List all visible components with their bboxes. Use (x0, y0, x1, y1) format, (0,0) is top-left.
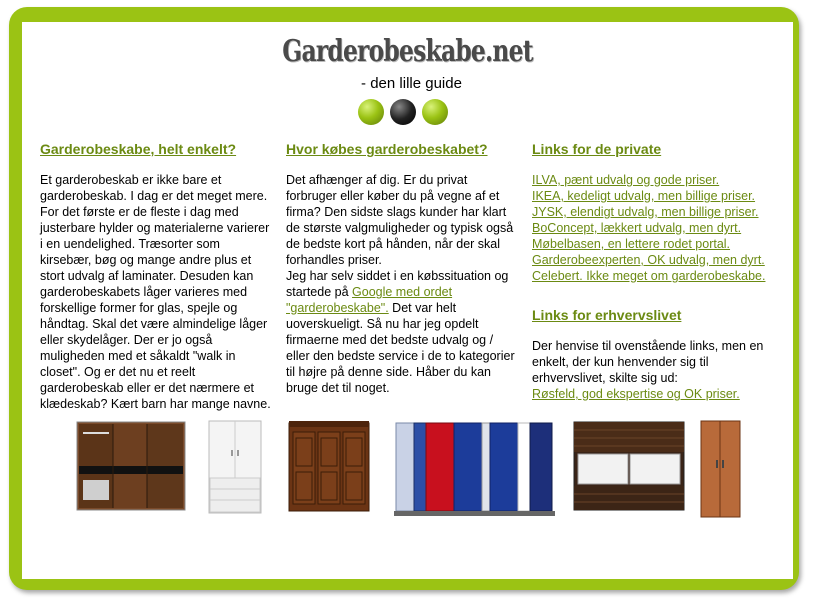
column-intro (40, 140, 272, 412)
google-search-link[interactable]: Google med ordet "garderobeskabe". (286, 285, 453, 315)
decorative-dots (358, 99, 458, 127)
heading-where-to-buy: Hvor købes garderobeskabet? (286, 141, 488, 157)
site-tagline: - den lille guide (361, 75, 462, 92)
business-text: Der henvise til ovenstående links, men en enkelt, der kun henvender sig til erhvervslivet, skilte sig ud: (532, 339, 764, 385)
narrow-wardrobe-photo (700, 420, 741, 520)
link-boconcept[interactable]: BoConcept, lækkert udvalg, men dyrt. (532, 221, 742, 235)
white-wardrobe-photo (208, 420, 262, 515)
link-mobelbasen[interactable]: Møbelbasen, en lettere rodet portal. (532, 237, 731, 251)
link-ikea[interactable]: IKEA, kedeligt udvalg, men billige priser. (532, 189, 756, 203)
heading-business-links: Links for erhvervslivet (532, 307, 682, 323)
wooden-cabinet-photo (288, 420, 370, 513)
black-dot-icon (390, 99, 416, 125)
where-to-buy-text-2 (286, 268, 518, 396)
green-dot-icon (358, 99, 384, 125)
green-dot-icon (422, 99, 448, 125)
column-links (532, 140, 772, 402)
sliding-door-wardrobe-photo (572, 420, 686, 513)
link-jysk[interactable]: JYSK, elendigt udvalg, men billige priser. (532, 205, 759, 219)
sliding-wardrobe-photo (75, 420, 187, 513)
text-fragment: Jeg har selv siddet i en købssituation og startede på (286, 269, 509, 299)
heading-intro: Garderobeskabe, helt enkelt? (40, 141, 237, 157)
intro-text: Et garderobeskab er ikke bare et garderobeskab. I dag er det meget mere. For det første er de fleste i dag med justerbare hylder og materialerne varierer i en uendelighed. Træsorter som kirsebær, bøg og mange andre plus et stort udvalg af laminater. Desuden kan garderobeskabets låger varieres med forskellige former for glas, spejle og håndtag. Skal det være almindelige låger eller skydelåger. Der er jo også muligheden med et såkaldt "walk in closet". Og er det nu et reelt garderobeskab eller er det nærmere et klædeskab? Kært barn har mange navne. (40, 173, 271, 411)
private-links-list (532, 172, 772, 284)
text-fragment: Det var helt uoverskueligt. Så nu har jeg opdelt firmaerne med det bedste udvalg og / eller den bedste service i de to kategorier til højre på denne side. Håber du kan bruge det til noget. (286, 301, 515, 395)
link-rosfeld[interactable]: Røsfeld, god ekspertise og OK priser. (532, 387, 740, 401)
link-celebert[interactable]: Celebert. Ikke meget om garderobeskabe. (532, 269, 766, 283)
locker-cabinets-photo (394, 420, 555, 517)
site-logo-title: Garderobeskabe.net (282, 34, 533, 69)
link-ilva[interactable]: ILVA, pænt udvalg og gode priser. (532, 173, 720, 187)
content-panel (22, 22, 793, 579)
column-where-to-buy (286, 140, 518, 396)
heading-private-links: Links for de private (532, 141, 662, 157)
link-garderobeexperten[interactable]: Garderobeexperten, OK udvalg, men dyrt. (532, 253, 765, 267)
where-to-buy-text-1: Det afhænger af dig. Er du privat forbruger eller køber du på vegne af et firma? Den sidste slags kunder har klart de største valgmuligheder og typisk også de bedste kort på hånden, når der skal forhandles priser. (286, 173, 514, 267)
